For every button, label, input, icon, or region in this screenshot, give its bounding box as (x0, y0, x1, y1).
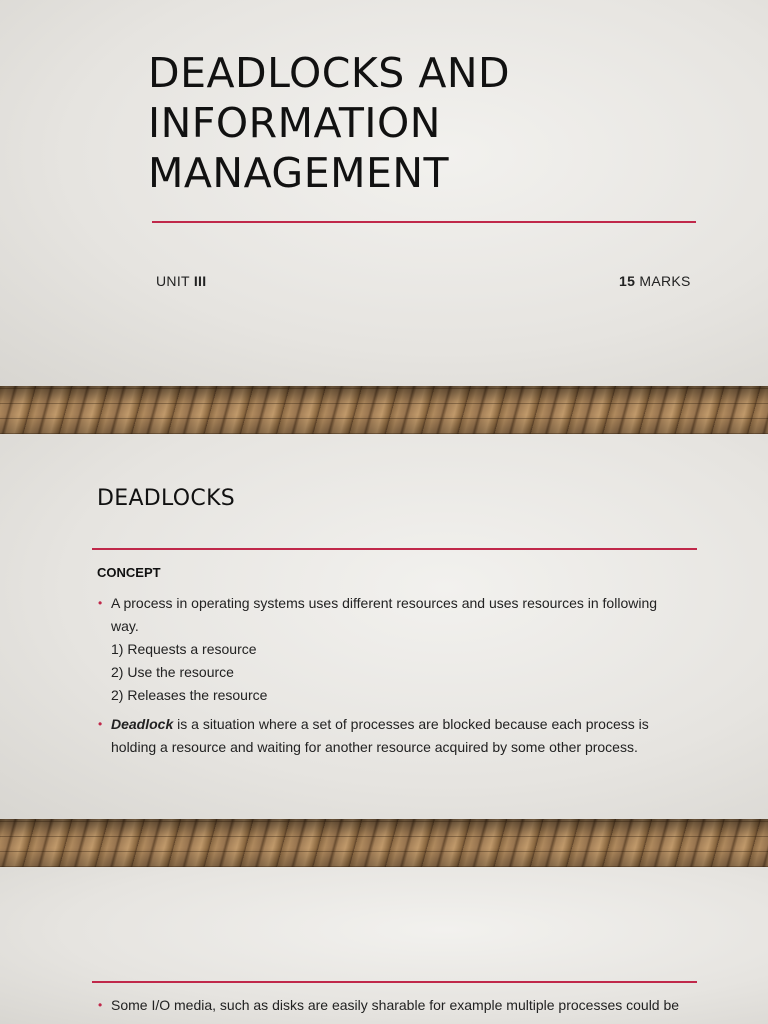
marks-value: 15 (619, 273, 636, 289)
title-line-3: MANAGEMENT (148, 149, 450, 197)
slide-title (0, 0, 768, 386)
title-line-1: DEADLOCKS AND (148, 49, 511, 97)
bullet-list (98, 592, 698, 765)
step-item: 2) Releases the resource (111, 687, 268, 703)
step-item: 1) Requests a resource (111, 641, 257, 657)
unit-value: III (193, 273, 207, 289)
bullet-deadlock-definition (98, 713, 698, 759)
slide3-divider (92, 981, 697, 983)
bullet-text: way. (111, 618, 139, 634)
bullet-text: • A process in operating systems uses different resources and uses resources in following (111, 595, 658, 611)
unit-subtitle (156, 273, 206, 289)
heading-divider (92, 548, 697, 550)
deadlock-term: Deadlock (111, 716, 174, 732)
section-label: CONCEPT (97, 565, 161, 580)
bullet-text: is a situation where a set of processes are blocked because each process is (173, 716, 649, 732)
bullet-process-resources (98, 592, 698, 707)
title-line-2: INFORMATION (148, 99, 441, 147)
slide-heading: DEADLOCKS (97, 486, 236, 511)
bullet-io-media (98, 994, 698, 1017)
bullet-text: holding a resource and waiting for another resource acquired by some other process. (111, 739, 638, 755)
wood-floor-divider (0, 819, 768, 867)
unit-label: UNIT (156, 273, 190, 289)
title-divider (152, 221, 696, 223)
wood-floor-divider (0, 386, 768, 434)
marks-subtitle (619, 273, 691, 289)
step-item: 2) Use the resource (111, 664, 234, 680)
bullet-text: • Some I/O media, such as disks are easily sharable for example multiple processes could be (111, 997, 680, 1013)
slide3-bullet-list (98, 994, 698, 1023)
presentation-title (148, 48, 708, 198)
marks-label: MARKS (639, 273, 691, 289)
